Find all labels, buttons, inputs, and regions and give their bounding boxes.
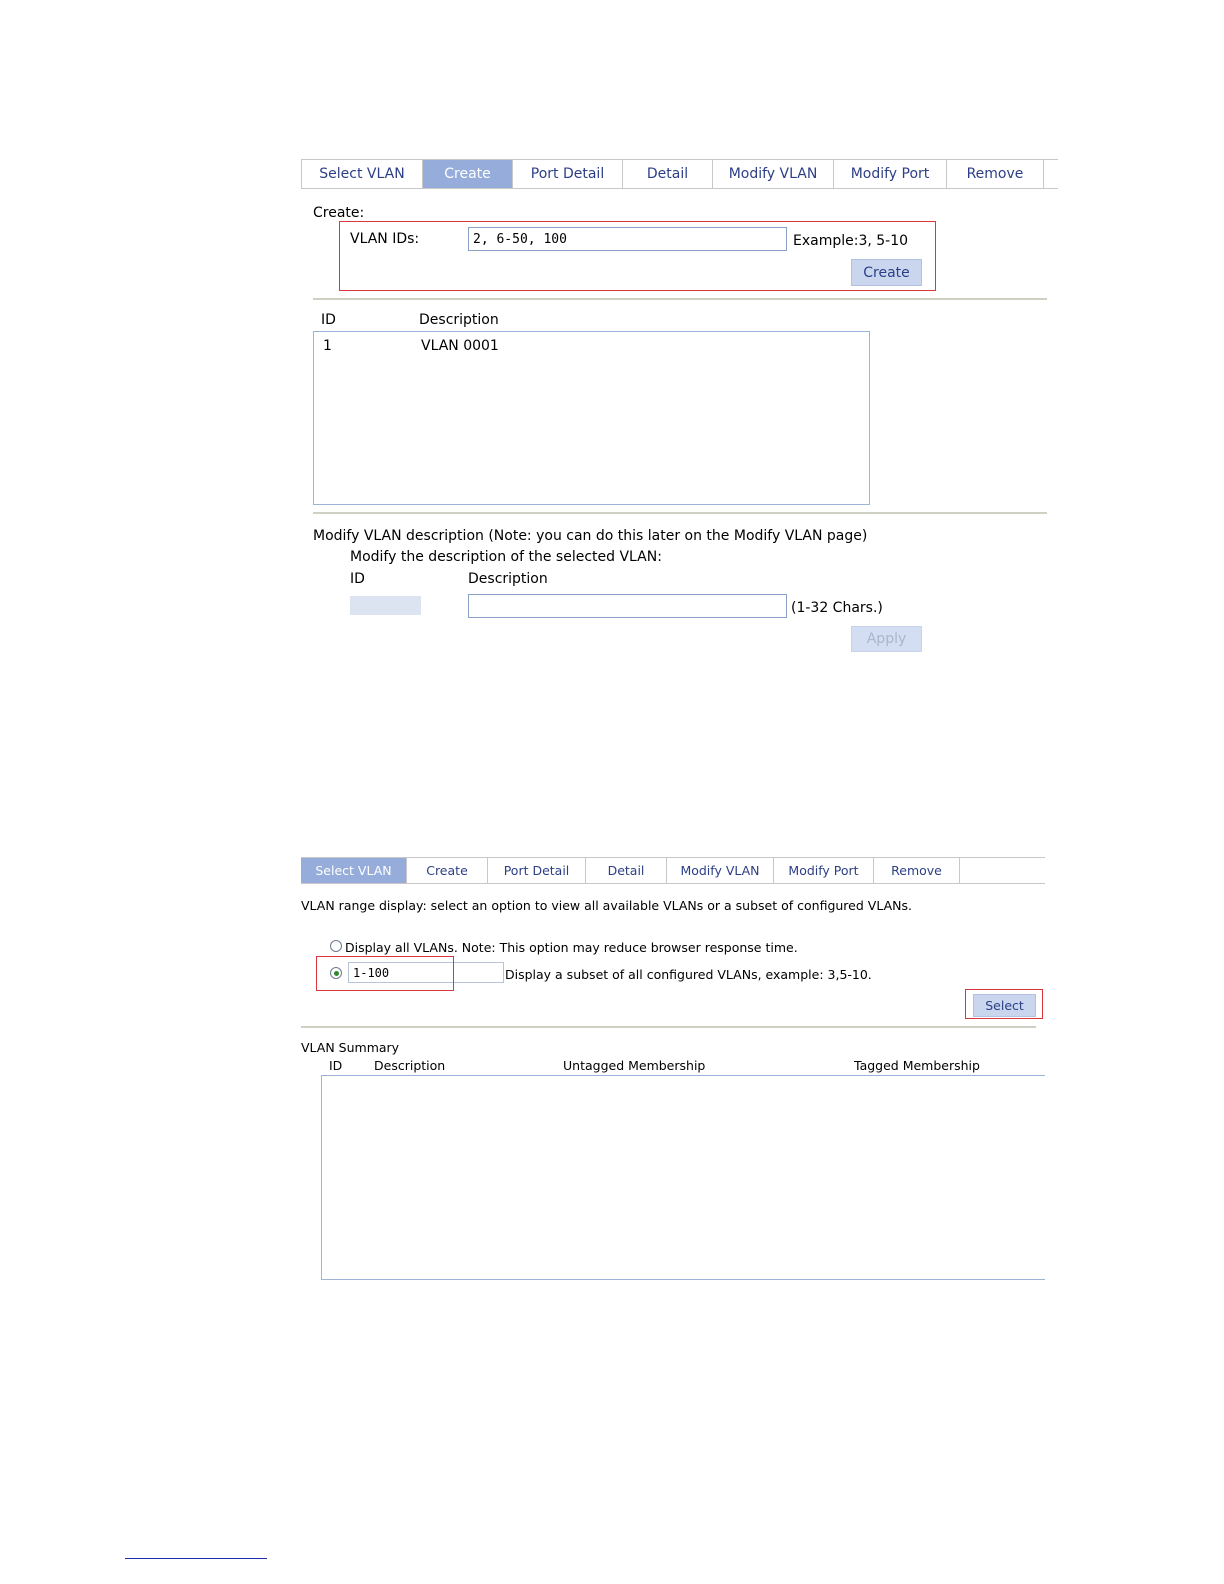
modify-id-header: ID [350, 571, 365, 587]
vlan-row-description[interactable]: VLAN 0001 [421, 338, 499, 354]
tabbar-select-page [301, 857, 1045, 884]
vlan-ids-example: Example:3, 5-10 [793, 233, 909, 249]
range-intro-text: VLAN range display: select an option to view all available VLANs or a subset of configured VLANs. [301, 898, 912, 913]
vlan-summary-title: VLAN Summary [301, 1040, 400, 1055]
list-header-id: ID [321, 312, 336, 328]
divider [301, 1026, 1036, 1028]
tab-remove[interactable]: Remove [874, 858, 960, 883]
tab-port-detail[interactable]: Port Detail [513, 160, 623, 188]
modify-id-field [350, 596, 421, 615]
tab-detail[interactable]: Detail [623, 160, 713, 188]
tabbar-create-page [301, 159, 1058, 189]
tab-spacer [960, 858, 1045, 883]
tab-spacer [1044, 160, 1058, 188]
summary-header-id: ID [329, 1058, 343, 1073]
tab-select-vlan[interactable]: Select VLAN [302, 160, 423, 188]
tab-modify-port[interactable]: Modify Port [774, 858, 874, 883]
radio-display-all[interactable] [330, 940, 342, 952]
vlan-ids-label: VLAN IDs: [350, 231, 420, 247]
tab-create[interactable]: Create [423, 160, 513, 188]
chars-hint: (1-32 Chars.) [791, 600, 883, 616]
tab-port-detail[interactable]: Port Detail [488, 858, 586, 883]
divider [313, 512, 1047, 514]
vlan-ids-input[interactable] [468, 227, 787, 251]
modify-section-subtitle: Modify the description of the selected VLAN: [350, 549, 662, 565]
modify-description-input[interactable] [468, 594, 787, 618]
tab-create[interactable]: Create [407, 858, 488, 883]
summary-header-description: Description [374, 1058, 446, 1073]
select-button[interactable]: Select [973, 994, 1036, 1017]
vlan-row-id[interactable]: 1 [323, 338, 332, 354]
option-display-all-label: Display all VLANs. Note: This option may reduce browser response time. [345, 940, 798, 955]
vlan-range-input[interactable] [348, 962, 504, 983]
summary-header-tagged: Tagged Membership [854, 1058, 980, 1073]
vlan-list-box[interactable] [313, 331, 870, 505]
tab-select-vlan[interactable]: Select VLAN [301, 858, 407, 883]
summary-header-untagged: Untagged Membership [563, 1058, 706, 1073]
modify-section-title: Modify VLAN description (Note: you can do this later on the Modify VLAN page) [313, 528, 868, 544]
tab-modify-vlan[interactable]: Modify VLAN [667, 858, 774, 883]
tab-detail[interactable]: Detail [586, 858, 667, 883]
modify-description-header: Description [468, 571, 548, 587]
create-section-label: Create: [313, 205, 365, 221]
tab-modify-vlan[interactable]: Modify VLAN [713, 160, 834, 188]
footnote-rule [125, 1558, 267, 1559]
create-button[interactable]: Create [851, 259, 922, 286]
apply-button[interactable]: Apply [851, 626, 922, 652]
radio-display-subset[interactable] [330, 967, 342, 979]
tab-modify-port[interactable]: Modify Port [834, 160, 947, 188]
option-subset-label: Display a subset of all configured VLANs, example: 3,5-10. [505, 967, 872, 982]
vlan-summary-table[interactable] [321, 1075, 1045, 1280]
list-header-description: Description [419, 312, 499, 328]
tab-remove[interactable]: Remove [947, 160, 1044, 188]
divider [313, 298, 1047, 300]
